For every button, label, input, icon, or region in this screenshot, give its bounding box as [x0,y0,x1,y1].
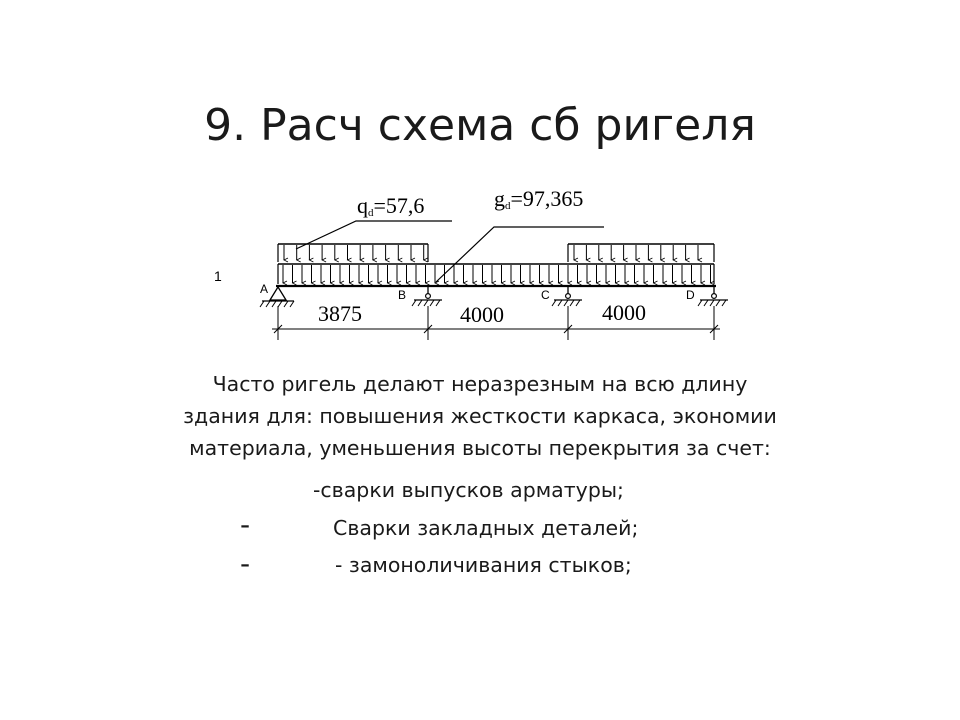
support-c-label: C [541,288,550,302]
list-item-3-dash: - [240,547,251,580]
support-a-label: A [260,282,269,296]
dead-load-g [278,264,714,284]
list-item-3: - замоноличивания стыков; [335,553,632,577]
list-item-2: Сварки закладных деталей; [333,516,639,540]
support-c [552,287,582,306]
span-1-length: 3875 [318,301,362,326]
diagram-label-1: 1 [214,268,222,284]
support-d-label: D [686,288,695,302]
body-paragraph [140,368,820,464]
support-b-label: B [398,288,407,302]
slide-title: 9. Расч схема сб ригеля [204,100,756,151]
list-item-2-dash: - [240,508,251,541]
span-2-length: 4000 [460,302,504,327]
span-3-length: 4000 [602,300,646,325]
paragraph-line-2: здания для: повышения жесткости каркаса, экономии [183,404,777,428]
g-load-label: gd=97,365 [494,186,584,212]
support-d [698,287,728,306]
q-load-label: qd=57,6 [357,193,425,219]
paragraph-line-1: Часто ригель делают неразрезным на всю длину [212,372,748,396]
support-b [412,287,442,306]
paragraph-line-3: материала, уменьшения высоты перекрытия за счет: [189,436,771,460]
live-load-q-right [568,244,714,262]
list-item-1: -сварки выпусков арматуры; [313,478,624,502]
